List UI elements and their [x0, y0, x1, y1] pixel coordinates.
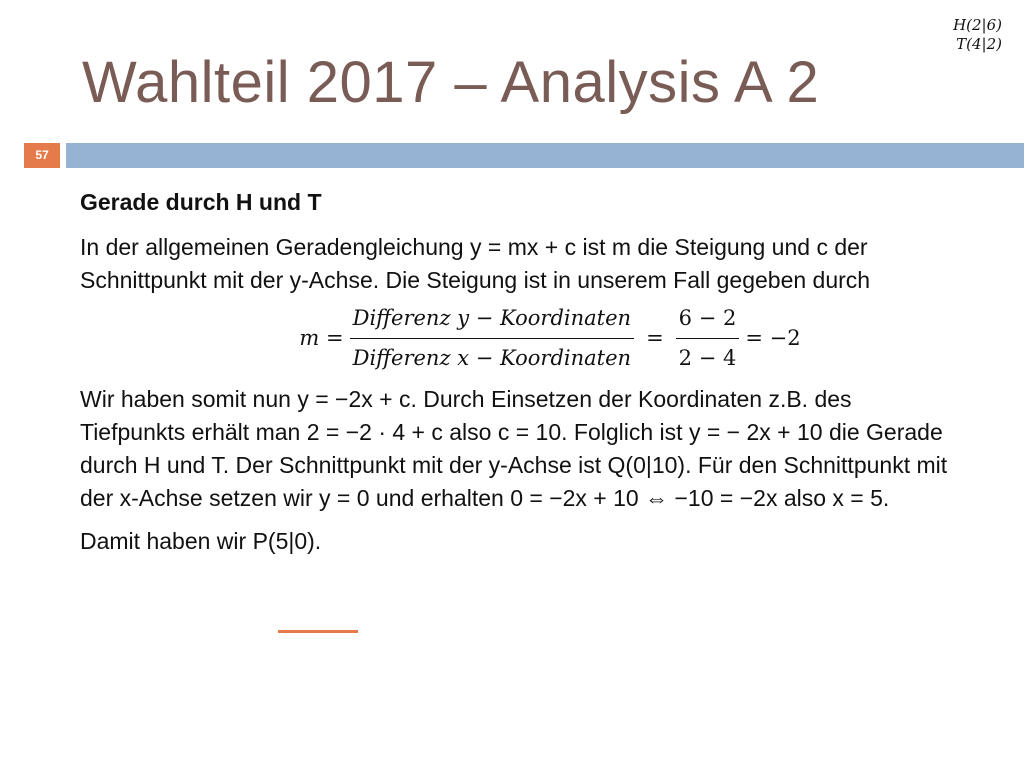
answer-underline — [278, 630, 358, 633]
formula-fraction-words — [350, 302, 634, 375]
formula-lhs: m = — [299, 325, 344, 350]
fraction-denominator: Differenz x − Koordinaten — [350, 338, 634, 375]
fraction-numerator: Differenz y − Koordinaten — [352, 305, 632, 330]
formula-fraction-numbers — [676, 302, 740, 375]
body-paragraph: Wir haben somit nun y = −2x + c. Durch Einsetzen der Koordinaten z.B. des Tiefpunkts erhält man 2 = −2 · 4 + c also c = 10. Folglich ist y = − 2x + 10 die Gerade durch H und T. Der Schnittpunkt mit der y-Achse ist Q(0|10). Für den Schnittpunkt mit der x-Achse setzen wir y = 0 und erhalten 0 = −2x + 10 ⇔ −10 = −2x also x = 5. — [80, 386, 948, 511]
slide-number: 57 — [24, 143, 60, 168]
slide-content — [80, 186, 960, 558]
header-divider-bar — [66, 143, 1024, 168]
equals-sign: = — [646, 325, 664, 350]
section-heading: Gerade durch H und T — [80, 189, 322, 215]
slope-formula — [140, 303, 960, 373]
point-t: T(4|2) — [956, 35, 1002, 53]
intro-paragraph: In der allgemeinen Geradengleichung y = mx + c ist m die Steigung und c der Schnittpunkt mit der y-Achse. Die Steigung ist in unserem Fall gegeben durch — [80, 234, 871, 293]
slide-title: Wahlteil 2017 – Analysis A 2 — [82, 50, 820, 115]
formula-result: = −2 — [745, 325, 801, 350]
given-points — [953, 16, 1002, 54]
point-h: H(2|6) — [953, 16, 1002, 34]
conclusion-line: Damit haben wir P(5|0). — [80, 528, 322, 554]
fraction-numerator-values: 6 − 2 — [678, 305, 737, 330]
fraction-denominator-values: 2 − 4 — [676, 338, 740, 375]
